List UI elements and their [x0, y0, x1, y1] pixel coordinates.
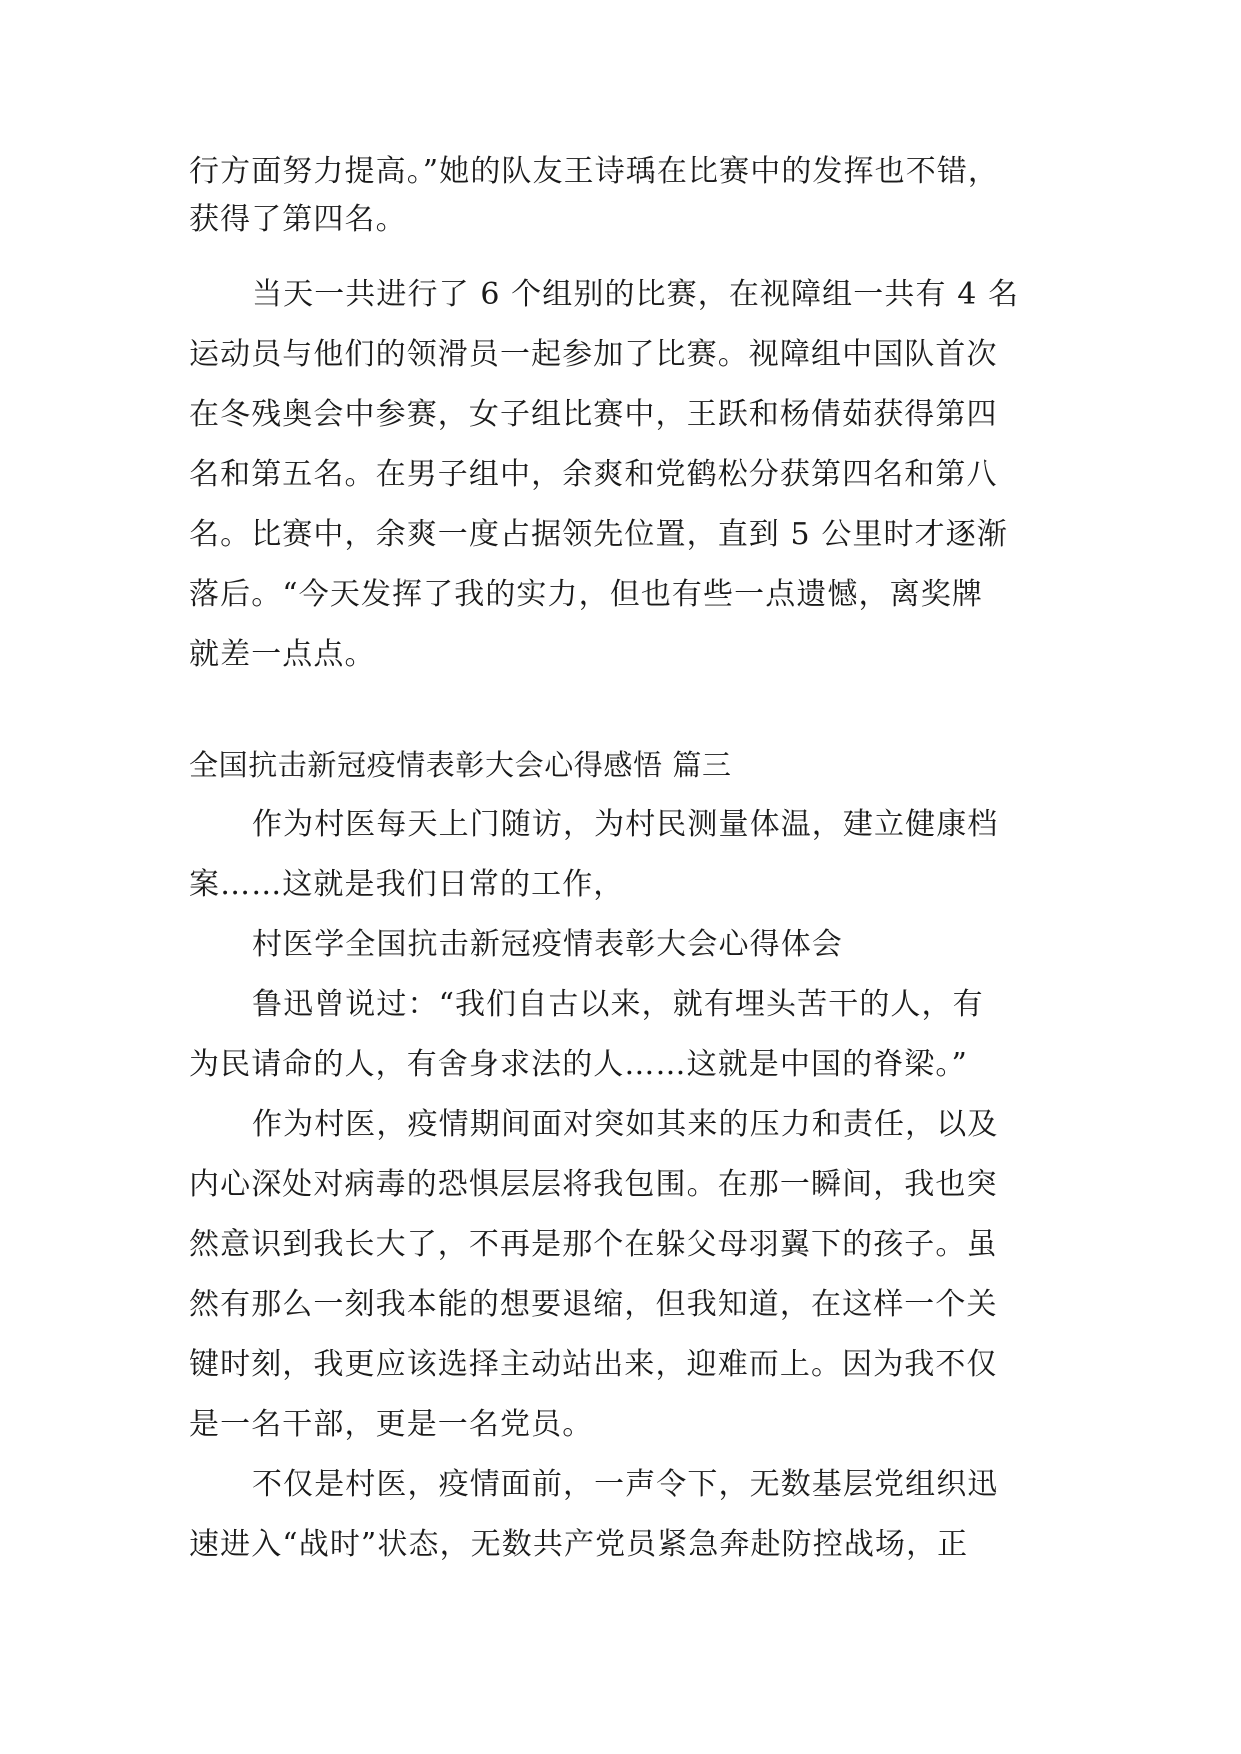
text-line: 鲁迅曾说过：“我们自古以来，就有埋头苦干的人，有 [252, 987, 984, 1022]
text-line: 然有那么一刻我本能的想要退缩，但我知道，在这样一个关 [189, 1287, 998, 1322]
text-line: 作为村医，疫情期间面对突如其来的压力和责任，以及 [252, 1107, 999, 1142]
text-line: 速进入“战时”状态，无数共产党员紧急奔赴防控战场，正 [189, 1527, 969, 1562]
text-line: 内心深处对病毒的恐惧层层将我包围。在那一瞬间，我也突 [189, 1167, 998, 1202]
text-line: 就差一点点。 [189, 637, 376, 672]
text-line: 键时刻，我更应该选择主动站出来，迎难而上。因为我不仅 [189, 1347, 998, 1382]
text-line: 作为村医每天上门随访，为村民测量体温，建立健康档 [252, 807, 999, 842]
text-line: 为民请命的人，有舍身求法的人……这就是中国的脊梁。” [189, 1047, 968, 1082]
section-heading: 全国抗击新冠疫情表彰大会心得感悟 篇三 [189, 748, 732, 782]
text-line: 名。比赛中，余爽一度占据领先位置，直到 5 公里时才逐渐 [189, 517, 1008, 552]
text-line: 获得了第四名。 [189, 202, 407, 237]
text-line: 落后。“今天发挥了我的实力，但也有些一点遗憾，离奖牌 [189, 577, 983, 612]
text-line: 在冬残奥会中参赛，女子组比赛中，王跃和杨倩茹获得第四 [189, 397, 998, 432]
text-line: 运动员与他们的领滑员一起参加了比赛。视障组中国队首次 [189, 337, 998, 372]
text-line: 名和第五名。在男子组中，余爽和党鹤松分获第四名和第八 [189, 457, 998, 492]
text-line: 村医学全国抗击新冠疫情表彰大会心得体会 [252, 927, 843, 962]
text-line: 是一名干部，更是一名党员。 [189, 1407, 594, 1442]
text-line: 不仅是村医，疫情面前，一声令下，无数基层党组织迅 [252, 1467, 999, 1502]
text-line: 案……这就是我们日常的工作， [189, 867, 625, 902]
text-line: 行方面努力提高。”她的队友王诗瑀在比赛中的发挥也不错， [189, 154, 1000, 189]
text-line: 然意识到我长大了，不再是那个在躲父母羽翼下的孩子。虽 [189, 1227, 998, 1262]
text-line: 当天一共进行了 6 个组别的比赛，在视障组一共有 4 名 [252, 277, 1020, 312]
